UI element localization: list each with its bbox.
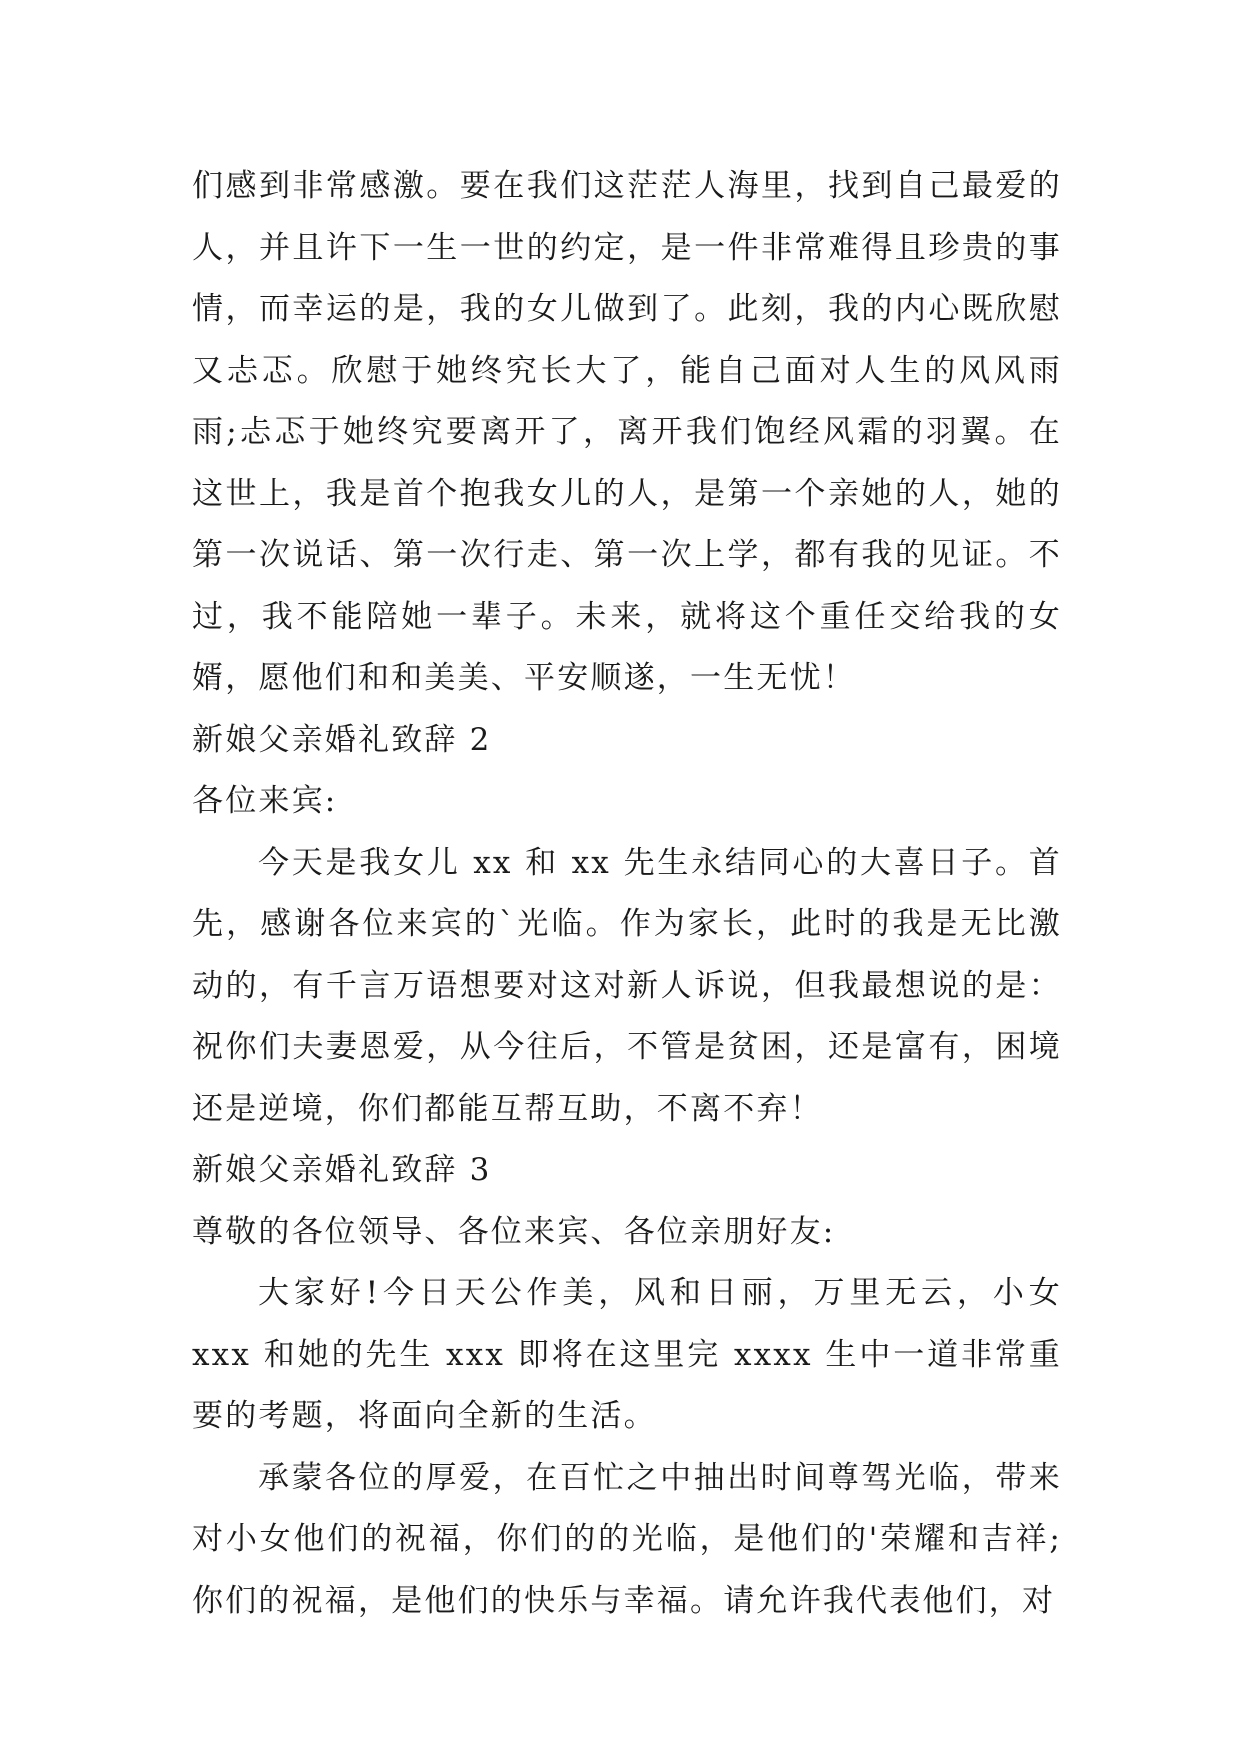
section-heading-3: 新娘父亲婚礼致辞 3 (192, 1152, 492, 1188)
paragraph-continued: 们感到非常感激。要在我们这茫茫人海里，找到自己最爱的人，并且许下一生一世的约定，是一件非常难得且珍贵的事情，而幸运的是，我的女儿做到了。此刻，我的内心既欣慰又忐忑。欣慰于她终究长大了，能自己面对人生的风风雨雨;忐忑于她终究要离开了，离开我们饱经风霜的羽翼。在这世上，我是首个抱我女儿的人，是第一个亲她的人，她的第一次说话、第一次行走、第一次上学，都有我的见证。不过，我不能陪她一辈子。未来，就将这个重任交给我的女婿，愿他们和和美美、平安顺遂，一生无忧！ (192, 168, 1062, 696)
paragraph-speech-3a: 大家好!今日天公作美，风和日丽，万里无云，小女 xxx 和她的先生 xxx 即将在这里完 xxxx 生中一道非常重要的考题，将面向全新的生活。 (192, 1275, 1062, 1434)
paragraph-speech-2: 今天是我女儿 xx 和 xx 先生永结同心的大喜日子。首先，感谢各位来宾的`光临。作为家长，此时的我是无比激动的，有千言万语想要对这对新人诉说，但我最想说的是：祝你们夫妻恩爱，从今往后，不管是贫困，还是富有，困境还是逆境，你们都能互帮互助，不离不弃！ (192, 844, 1062, 1127)
salutation-3: 尊敬的各位领导、各位来宾、各位亲朋好友: (192, 1213, 836, 1250)
document-body (192, 156, 1062, 1632)
paragraph-speech-3b: 承蒙各位的厚爱，在百忙之中抽出时间尊驾光临，带来对小女他们的祝福，你们的的光临，是他们的'荣耀和吉祥;你们的祝福，是他们的快乐与幸福。请允许我代表他们，对 (192, 1459, 1062, 1619)
section-heading-2: 新娘父亲婚礼致辞 2 (192, 721, 492, 758)
salutation-2: 各位来宾: (192, 783, 338, 819)
